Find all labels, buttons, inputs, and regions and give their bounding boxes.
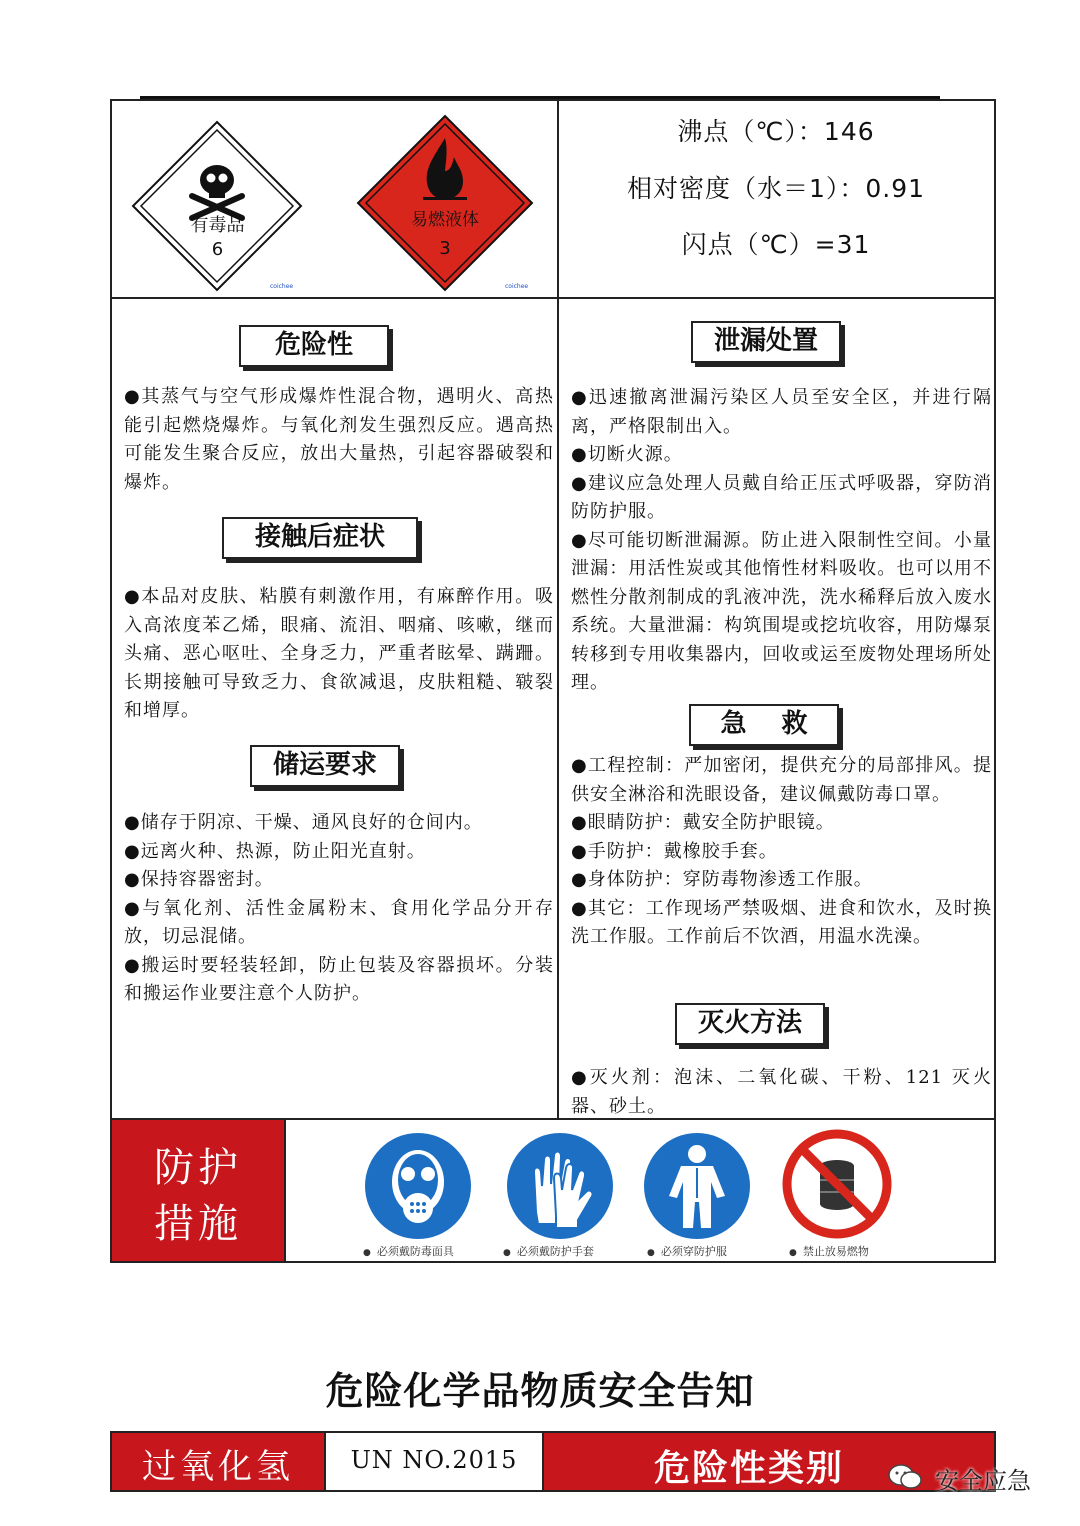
protection-title-block [112, 1120, 284, 1261]
first-aid-item: ●其它：工作现场严禁吸烟、进食和饮水，及时换洗工作服。工作前后不饮酒，用温水洗澡。 [571, 897, 992, 947]
flash-point: 闪点（℃）=31 [681, 230, 871, 259]
leak-item: ●切断火源。 [571, 444, 683, 465]
hazard-text [124, 383, 554, 497]
wechat-icon [888, 1464, 922, 1490]
brand-mark-2: coichee [505, 283, 529, 290]
protection-divider-v [284, 1120, 286, 1261]
gas-mask-icon [364, 1132, 472, 1240]
fire-text [571, 1064, 992, 1121]
storage-item: ●搬运时要轻装轻卸，防止包装及容器损坏。分装和搬运作业要注意个人防护。 [124, 954, 554, 1004]
hazard-heading: 危险性 [239, 325, 389, 367]
flame-icon [355, 113, 535, 293]
flammable-label [355, 113, 535, 293]
leak-text [571, 384, 992, 698]
first-aid-item: ●眼睛防护：戴安全防护眼镜。 [571, 812, 835, 833]
chemical-name-block [112, 1433, 324, 1490]
column-divider [557, 100, 559, 1120]
first-aid-item: ●手防护：戴橡胶手套。 [571, 840, 778, 862]
category-label: 危险性类别 [654, 1448, 845, 1489]
flammable-label-class: 3 [439, 238, 451, 259]
storage-heading: 储运要求 [250, 745, 400, 787]
toxic-label-class: 6 [211, 239, 224, 260]
flammable-label-text: 易燃液体 [411, 210, 479, 230]
first-aid-item: ●工程控制：严加密闭，提供充分的局部排风。提供安全淋浴和洗眼设备，建议佩戴防毒口罩。 [571, 755, 992, 805]
watermark-text: 安全应急 [935, 1467, 1031, 1495]
storage-item: ●保持容器密封。 [124, 869, 274, 890]
storage-item: ●与氧化剂、活性金属粉末、食用化学品分开存放，切忌混储。 [124, 897, 554, 947]
no-flammables-icon [781, 1128, 893, 1240]
protection-title-line1: 防护 [154, 1145, 242, 1191]
document-title: 危险化学品物质安全告知 [325, 1368, 755, 1413]
fire-item: ●灭火剂：泡沫、二氧化碳、干粉、121 灭火器、砂土。 [571, 1067, 992, 1117]
category-block [544, 1433, 994, 1490]
first-aid-item: ●身体防护：穿防毒物渗透工作服。 [571, 869, 873, 890]
skull-icon [130, 118, 305, 293]
protection-title-line2: 措施 [154, 1201, 242, 1247]
storage-text [124, 809, 554, 1009]
protective-suit-icon [643, 1132, 751, 1240]
chemical-name: 过氧化氢 [142, 1447, 294, 1487]
storage-item: ●远离火种、热源，防止阳光直射。 [124, 840, 426, 862]
un-number: UN NO.2015 [350, 1446, 518, 1474]
leak-heading: 泄漏处置 [691, 321, 841, 363]
symptoms-item: ●本品对皮肤、粘膜有刺激作用，有麻醉作用。吸入高浓度苯乙烯，眼痛、流泪、咽痛、咳嗽，继而头痛、恶心呕吐、全身乏力，严重者眩晕、蹒跚。长期接触可导致乏力、食欲减退，皮肤粗糙、皲裂和增厚。 [124, 586, 554, 721]
leak-item: ●尽可能切断泄漏源。防止进入限制性空间。小量泄漏：用活性炭或其他惰性材料吸收。也可以用不燃性分散剂制成的乳液冲洗，洗水稀释后放入废水系统。大量泄漏：构筑围堤或挖坑收容，用防爆泵转移到专用收集器内，回收或运至废物处理场所处理。 [571, 529, 992, 693]
header-divider [111, 297, 995, 299]
fire-heading: 灭火方法 [675, 1003, 825, 1045]
toxic-label [130, 118, 305, 293]
boiling-point: 沸点（℃）：146 [677, 117, 875, 146]
gloves-icon [506, 1132, 614, 1240]
symptoms-heading: 接触后症状 [222, 517, 418, 559]
brand-mark: coichee [270, 283, 294, 290]
suit-label: ● 必须穿防护服 [647, 1243, 727, 1259]
first-aid-text [571, 752, 992, 952]
no-flammables-label: ● 禁止放易燃物 [789, 1243, 869, 1259]
leak-item: ●建议应急处理人员戴自给正压式呼吸器，穿防消防防护服。 [571, 472, 992, 522]
symptoms-text [124, 583, 554, 726]
leak-item: ●迅速撤离泄漏污染区人员至安全区，并进行隔离，严格限制出入。 [571, 387, 992, 437]
hazard-item: ●其蒸气与空气形成爆炸性混合物，遇明火、高热能引起燃烧爆炸。与氧化剂发生强烈反应。遇高热可能发生聚合反应，放出大量热，引起容器破裂和爆炸。 [124, 386, 554, 493]
gas-mask-label: ● 必须戴防毒面具 [363, 1243, 454, 1259]
first-aid-heading: 急 救 [689, 704, 839, 746]
relative-density: 相对密度（水＝1）：0.91 [626, 174, 926, 203]
gloves-label: ● 必须戴防护手套 [503, 1243, 594, 1259]
toxic-label-text: 有毒品 [190, 215, 245, 236]
storage-item: ●储存于阴凉、干燥、通风良好的仓间内。 [124, 812, 483, 833]
